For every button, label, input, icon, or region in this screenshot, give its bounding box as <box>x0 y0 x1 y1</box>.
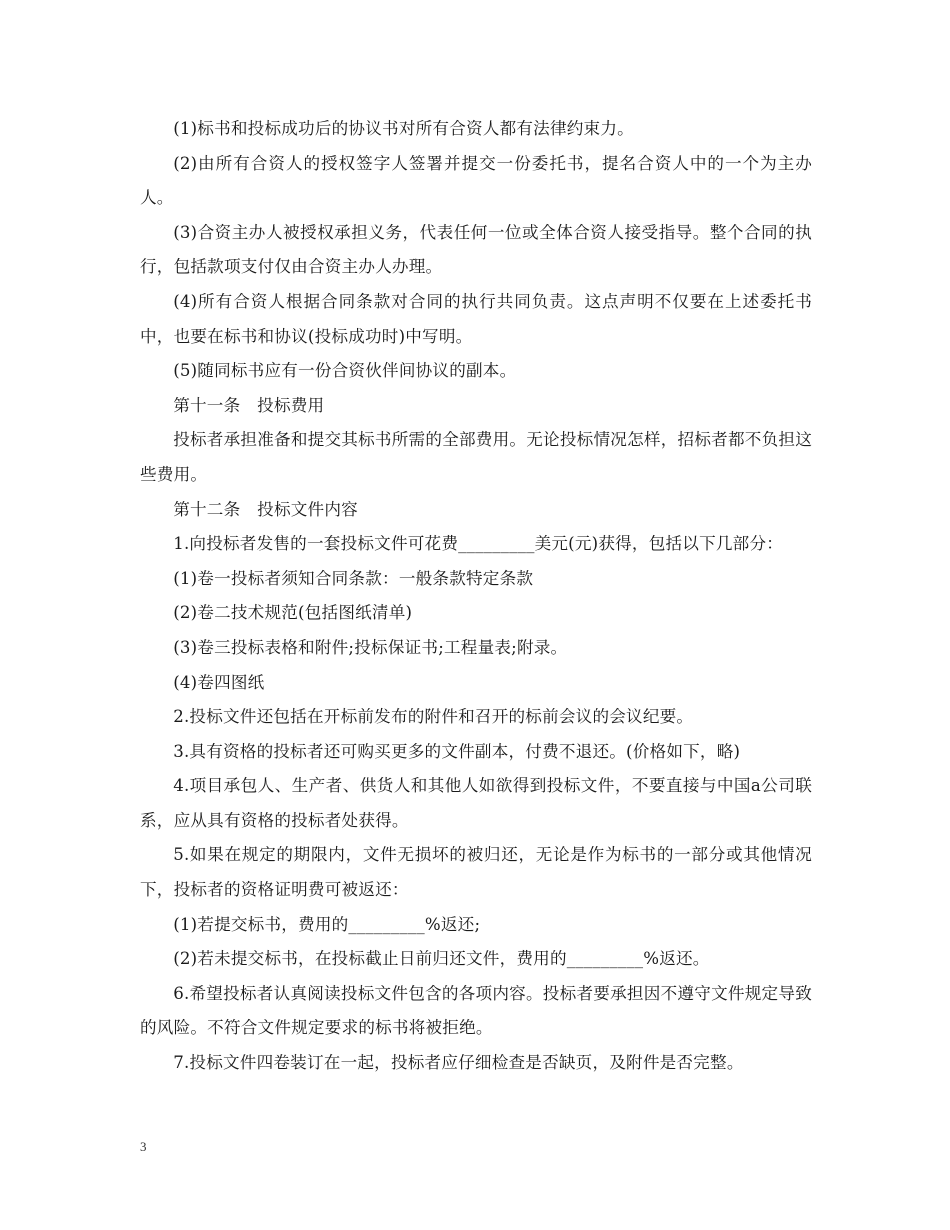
paragraph: (4)所有合资人根据合同条款对合同的执行共同负责。这点声明不仅要在上述委托书中，也要在标书和协议(投标成功时)中写明。 <box>140 291 812 346</box>
paragraph: (2)若未提交标书，在投标截止日前归还文件，费用的_________%返还。 <box>173 949 710 969</box>
paragraph: (2)卷二技术规范(包括图纸清单) <box>173 603 413 623</box>
page-number: 3 <box>140 1139 147 1154</box>
paragraph: 2.投标文件还包括在开标前发布的附件和召开的标前会议的会议纪要。 <box>173 707 694 727</box>
paragraph: (1)标书和投标成功后的协议书对所有合资人都有法律约束力。 <box>173 119 634 138</box>
paragraph: 5.如果在规定的期限内，文件无损坏的被归还，无论是作为标书的一部分或其他情况下，投标者的资格证明费可被返还： <box>140 845 812 900</box>
paragraph: 1.向投标者发售的一套投标文件可花费_________美元(元)获得，包括以下几部分： <box>173 534 784 554</box>
paragraph: (5)随同标书应有一份合资伙伴间协议的副本。 <box>173 361 517 381</box>
article-heading: 第十二条 投标文件内容 <box>173 499 358 519</box>
paragraph: 投标者承担准备和提交其标书所需的全部费用。无论投标情况怎样，招标者都不负担这些费用。 <box>140 430 812 484</box>
paragraph: (3)合资主办人被授权承担义务，代表任何一位或全体合资人接受指导。整个合同的执行，包括款项支付仅由合资主办人办理。 <box>140 222 812 277</box>
paragraph: 6.希望投标者认真阅读投标文件包含的各项内容。投标者要承担因不遵守文件规定导致的风险。不符合文件规定要求的标书将被拒绝。 <box>140 983 812 1038</box>
article-heading: 第十一条 投标费用 <box>173 395 325 415</box>
paragraph: (1)卷一投标者须知合同条款：一般条款特定条款 <box>173 568 534 588</box>
paragraph: 7.投标文件四卷装订在一起，投标者应仔细检查是否缺页，及附件是否完整。 <box>173 1053 744 1073</box>
paragraph: (4)卷四图纸 <box>173 672 265 692</box>
document-body <box>140 112 812 1081</box>
paragraph: 4.项目承包人、生产者、供货人和其他人如欲得到投标文件，不要直接与中国a公司联系，应从具有资格的投标者处获得。 <box>140 776 812 830</box>
paragraph: 3.具有资格的投标者还可购买更多的文件副本，付费不退还。(价格如下，略) <box>173 741 741 761</box>
paragraph: (1)若提交标书，费用的_________%返还; <box>173 914 481 934</box>
paragraph: (3)卷三投标表格和附件;投标保证书;工程量表;附录。 <box>173 637 568 657</box>
paragraph: (2)由所有合资人的授权签字人签署并提交一份委托书，提名合资人中的一个为主办人。 <box>140 153 812 208</box>
